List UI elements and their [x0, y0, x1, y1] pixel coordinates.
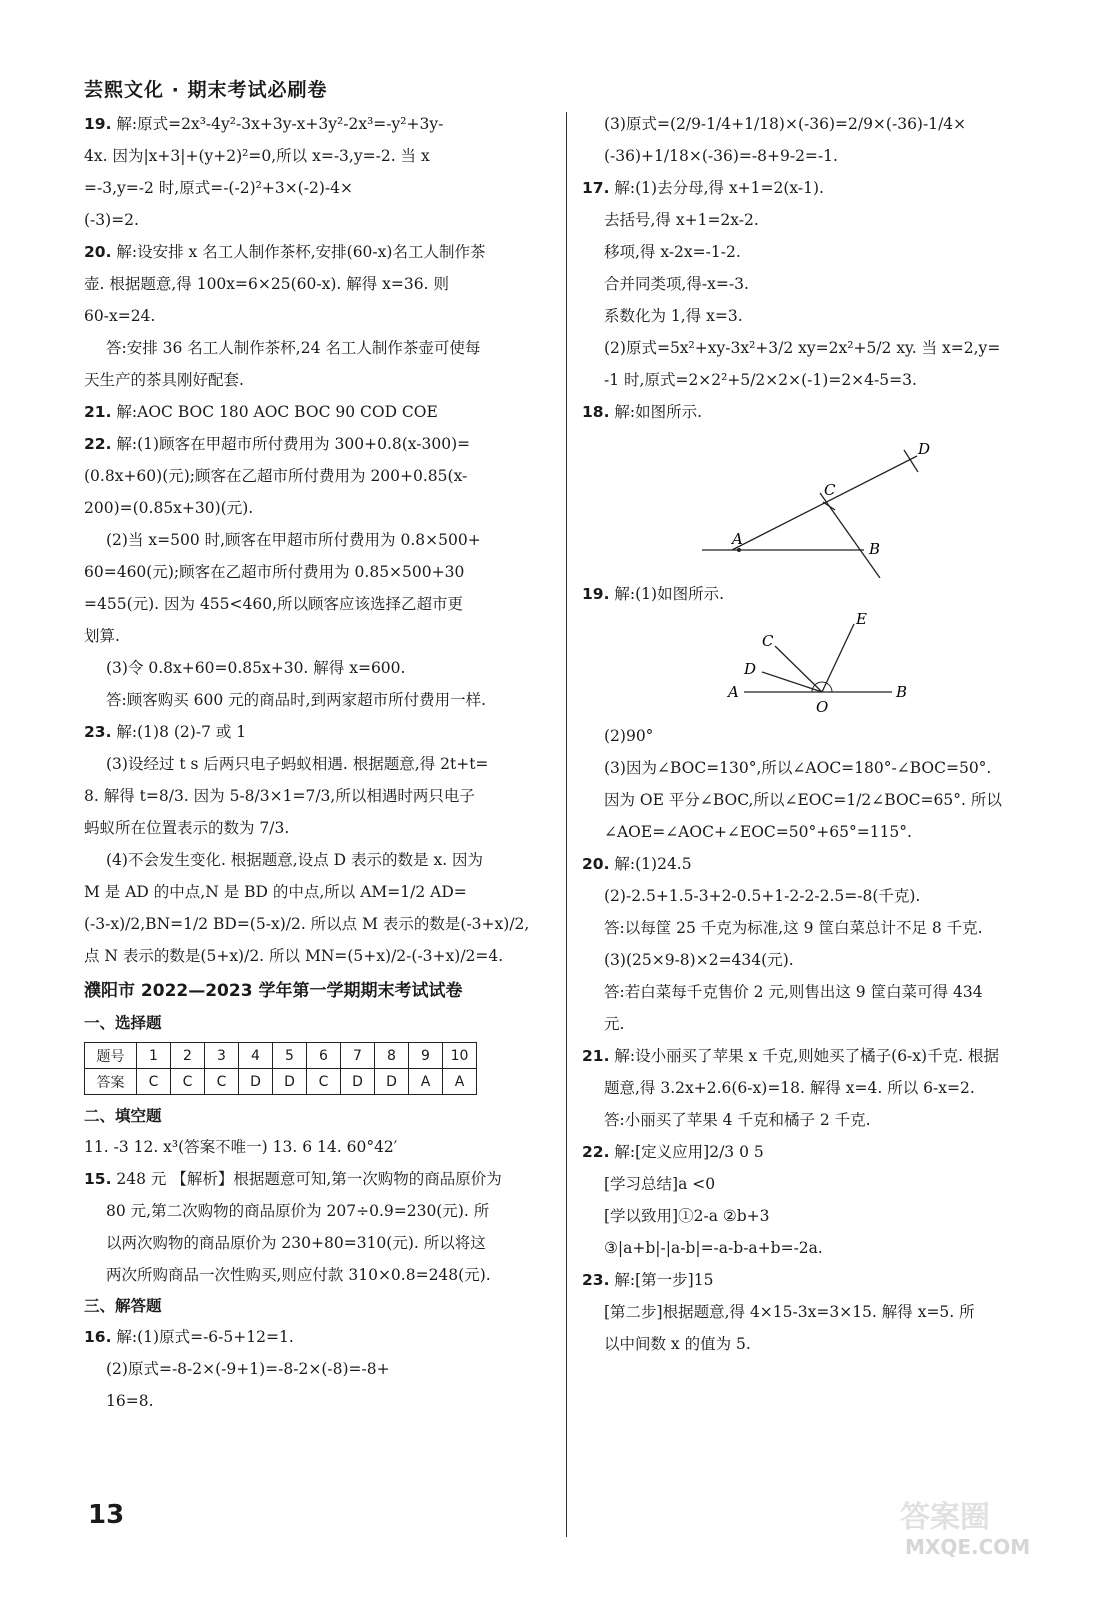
text-line [582, 268, 1052, 300]
label-c-2: C [762, 632, 774, 650]
line-text: (2)90° [604, 727, 654, 745]
question-number: 16. [84, 1328, 112, 1346]
text-line [84, 876, 554, 908]
question-number: 22. [84, 435, 112, 453]
text-line [84, 236, 554, 268]
text-line [84, 620, 554, 652]
text-line [84, 684, 554, 716]
line-text: 8. 解得 t=8/3. 因为 5-8/3×1=7/3,所以相遇时两只电子 [84, 787, 475, 805]
question-number-cell: 6 [307, 1043, 341, 1069]
text-line [582, 1008, 1052, 1040]
line-text: (-3)=2. [84, 211, 139, 229]
line-text: 答:若白菜每千克售价 2 元,则售出这 9 筐白菜可得 434 [604, 983, 983, 1001]
text-line [582, 204, 1052, 236]
text-line [84, 780, 554, 812]
text-line [84, 588, 554, 620]
line-text: ∠AOE=∠AOC+∠EOC=50°+65°=115°. [604, 823, 912, 841]
line-text: 答:以每筐 25 千克为标准,这 9 筐白菜总计不足 8 千克. [604, 919, 983, 937]
line-text: (2)-2.5+1.5-3+2-0.5+1-2-2-2.5=-8(千克). [604, 887, 921, 905]
line-text: 解:[定义应用]2/3 0 5 [614, 1143, 764, 1161]
line-text: 点 N 表示的数是(5+x)/2. 所以 MN=(5+x)/2-(-3+x)/2=4. [84, 947, 504, 965]
line-text: 壶. 根据题意,得 100x=6×25(60-x). 解得 x=36. 则 [84, 275, 449, 293]
text-line [582, 236, 1052, 268]
question-number-cell: 1 [137, 1043, 171, 1069]
left-solutions [84, 108, 554, 972]
text-line [582, 848, 1052, 880]
text-line [582, 1040, 1052, 1072]
text-line [84, 460, 554, 492]
question-number: 17. [582, 179, 610, 197]
point-a [737, 548, 741, 552]
text-line [84, 428, 554, 460]
line-text: 解:(1)顾客在甲超市所付费用为 300+0.8(x-300)= [116, 435, 471, 453]
question-number: 19. [582, 585, 610, 603]
arc-mark-c [823, 502, 835, 510]
label-a-2: A [728, 683, 739, 701]
line-text: 4x. 因为|x+3|+(y+2)²=0,所以 x=-3,y=-2. 当 x [84, 147, 430, 165]
line-text: 解:设小丽买了苹果 x 千克,则她买了橘子(6-x)千克. 根据 [614, 1047, 999, 1065]
text-line [582, 172, 1052, 204]
exam-title: 濮阳市 2022—2023 学年第一学期期末考试试卷 [84, 981, 463, 1001]
question-number-cell: 5 [273, 1043, 307, 1069]
line-text: (3)(25×9-8)×2=434(元). [604, 951, 794, 969]
text-line [582, 784, 1052, 816]
line-text: (2)当 x=500 时,顾客在甲超市所付费用为 0.8×500+ [106, 531, 481, 549]
line-text: 元. [604, 1015, 625, 1033]
page-number: 13 [88, 1500, 125, 1530]
text-line [582, 396, 1052, 428]
question-number-cell: 3 [205, 1043, 239, 1069]
question-number-cell: 7 [341, 1043, 375, 1069]
line-text: (-36)+1/18×(-36)=-8+9-2=-1. [604, 147, 838, 165]
section-solve: 三、解答题 [84, 1297, 162, 1315]
label-b: B [869, 540, 881, 558]
section-choice: 一、选择题 [84, 1014, 162, 1032]
line-text: 解:如图所示. [614, 403, 703, 421]
question-number-cell: 8 [375, 1043, 409, 1069]
text-line [582, 816, 1052, 848]
line-text: (2)原式=5x²+xy-3x²+3/2 xy=2x²+5/2 xy. 当 x=2,y= [604, 339, 1001, 357]
text-line [84, 1163, 554, 1195]
line-text: =-3,y=-2 时,原式=-(-2)²+3×(-2)-4× [84, 179, 353, 197]
watermark-url: MXQE.COM [905, 1535, 1031, 1559]
label-a: A [732, 530, 743, 548]
line-text: 解:(1)原式=-6-5+12=1. [116, 1328, 294, 1346]
text-line [582, 1104, 1052, 1136]
text-line [84, 172, 554, 204]
text-line [84, 332, 554, 364]
line-text: (0.8x+60)(元);顾客在乙超市所付费用为 200+0.85(x- [84, 467, 468, 485]
line-text: 划算. [84, 627, 120, 645]
answer-cell: D [273, 1069, 307, 1095]
text-line [84, 140, 554, 172]
line-text: -1 时,原式=2×2²+5/2×2×(-1)=2×4-5=3. [604, 371, 917, 389]
text-line [582, 752, 1052, 784]
line-text: 以中间数 x 的值为 5. [604, 1335, 751, 1353]
line-text: 以两次购物的商品原价为 230+80=310(元). 所以将这 [106, 1234, 486, 1252]
text-line [582, 1328, 1052, 1360]
text-line [582, 976, 1052, 1008]
line-text: (3)因为∠BOC=130°,所以∠AOC=180°-∠BOC=50°. [604, 759, 992, 777]
text-line [582, 912, 1052, 944]
text-line [84, 396, 554, 428]
line-text: 答:小丽买了苹果 4 千克和橘子 2 千克. [604, 1111, 871, 1129]
line-text: M 是 AD 的中点,N 是 BD 的中点,所以 AM=1/2 AD= [84, 883, 467, 901]
text-line [582, 1168, 1052, 1200]
answer-cell: A [443, 1069, 477, 1095]
text-line [84, 652, 554, 684]
question-number: 15. [84, 1170, 112, 1188]
line-text: =455(元). 因为 455<460,所以顾客应该选择乙超市更 [84, 595, 464, 613]
line-text: ③|a+b|-|a-b|=-a-b-a+b=-2a. [604, 1239, 823, 1257]
text-line [84, 1259, 554, 1291]
text-line [582, 944, 1052, 976]
text-line [84, 1321, 554, 1353]
question-number: 21. [582, 1047, 610, 1065]
text-line [84, 844, 554, 876]
text-line [582, 1296, 1052, 1328]
line-text: 解:(1)8 (2)-7 或 1 [116, 723, 247, 741]
question-number-cell: 9 [409, 1043, 443, 1069]
column-divider [566, 112, 567, 1537]
text-line [84, 268, 554, 300]
section-fill: 二、填空题 [84, 1107, 162, 1125]
line-text: 去括号,得 x+1=2x-2. [604, 211, 759, 229]
text-line [582, 1200, 1052, 1232]
line-text: 因为 OE 平分∠BOC,所以∠EOC=1/2∠BOC=65°. 所以 [604, 791, 1002, 809]
figure-18 [582, 428, 1052, 578]
text-line [582, 108, 1052, 140]
answer-table [84, 1042, 477, 1095]
question-number: 19. [84, 115, 112, 133]
text-line [84, 524, 554, 556]
answer-cell: C [171, 1069, 205, 1095]
left-column [84, 108, 554, 1417]
text-line [582, 1136, 1052, 1168]
right-solutions-c [582, 720, 1052, 1360]
line-text: 60=460(元);顾客在乙超市所付费用为 0.85×500+30 [84, 563, 465, 581]
line-text: 248 元 【解析】根据题意可知,第一次购物的商品原价为 [116, 1170, 502, 1188]
line-text: (3)设经过 t s 后两只电子蚂蚁相遇. 根据题意,得 2t+t= [106, 755, 489, 773]
text-line [84, 1131, 554, 1163]
line-text: 解:原式=2x³-4y²-3x+3y-x+3y²-2x³=-y²+3y- [116, 115, 444, 133]
line-text: 解:AOC BOC 180 AOC BOC 90 COD COE [116, 403, 438, 421]
text-line [84, 716, 554, 748]
label-e-2: E [856, 610, 867, 628]
answer-cell: A [409, 1069, 443, 1095]
text-line [84, 492, 554, 524]
text-line [582, 140, 1052, 172]
right-solutions-a [582, 108, 1052, 428]
fill-solutions [84, 1131, 554, 1291]
line-text: 解:(1)如图所示. [614, 585, 725, 603]
line-text: 16=8. [106, 1392, 154, 1410]
text-line [84, 812, 554, 844]
question-number-cell: 4 [239, 1043, 273, 1069]
right-column [582, 108, 1052, 1360]
running-header: 芸熙文化 · 期末考试必刷卷 [84, 79, 328, 101]
line-text: 移项,得 x-2x=-1-2. [604, 243, 741, 261]
line-text: 天生产的茶具刚好配套. [84, 371, 244, 389]
line-text: 60-x=24. [84, 307, 156, 325]
text-line [84, 1227, 554, 1259]
line-text: 80 元,第二次购物的商品原价为 207÷0.9=230(元). 所 [106, 1202, 490, 1220]
question-number: 20. [582, 855, 610, 873]
text-line [84, 300, 554, 332]
text-line [84, 1353, 554, 1385]
right-solutions-b [582, 578, 1052, 610]
answer-cell: C [307, 1069, 341, 1095]
answer-cell: D [341, 1069, 375, 1095]
text-line [582, 880, 1052, 912]
question-number-cell: 10 [443, 1043, 477, 1069]
line-text: 解:[第一步]15 [614, 1271, 714, 1289]
text-line [84, 748, 554, 780]
text-line [582, 300, 1052, 332]
line-text: (-3-x)/2,BN=1/2 BD=(5-x)/2. 所以点 M 表示的数是(-3+x)/2, [84, 915, 530, 933]
line-text: 合并同类项,得-x=-3. [604, 275, 749, 293]
text-line [84, 108, 554, 140]
question-number: 18. [582, 403, 610, 421]
label-d: D [918, 440, 931, 458]
line-text: (3)令 0.8x+60=0.85x+30. 解得 x=600. [106, 659, 406, 677]
line-text: 解:(1)去分母,得 x+1=2(x-1). [614, 179, 824, 197]
answer-cell: D [375, 1069, 409, 1095]
watermark-logo: 答案圈 [900, 1500, 990, 1535]
label-c: C [824, 481, 836, 499]
text-line [84, 1195, 554, 1227]
question-number: 23. [84, 723, 112, 741]
text-line [582, 1072, 1052, 1104]
text-line [582, 332, 1052, 364]
line-text: 解:设安排 x 名工人制作茶杯,安排(60-x)名工人制作茶 [116, 243, 486, 261]
line-text: [学以致用]①2-a ②b+3 [604, 1207, 770, 1225]
answer-cell: D [239, 1069, 273, 1095]
text-line [582, 1264, 1052, 1296]
text-line [84, 364, 554, 396]
text-line [582, 578, 1052, 610]
line-text: (3)原式=(2/9-1/4+1/18)×(-36)=2/9×(-36)-1/4× [604, 115, 967, 133]
line-text: 系数化为 1,得 x=3. [604, 307, 743, 325]
question-number: 21. [84, 403, 112, 421]
line-text: 答:顾客购买 600 元的商品时,到两家超市所付费用一样. [106, 691, 487, 709]
table-header-label: 题号 [85, 1043, 137, 1069]
question-number: 20. [84, 243, 112, 261]
text-line [582, 1232, 1052, 1264]
text-line [84, 204, 554, 236]
question-number: 23. [582, 1271, 610, 1289]
line-text: 200)=(0.85x+30)(元). [84, 499, 254, 517]
text-line [84, 908, 554, 940]
label-o-2: O [816, 698, 829, 716]
text-line [582, 364, 1052, 396]
line-text: 蚂蚁所在位置表示的数为 7/3. [84, 819, 290, 837]
ray-oe [822, 624, 854, 692]
answer-cell: C [137, 1069, 171, 1095]
question-number-cell: 2 [171, 1043, 205, 1069]
text-line [582, 720, 1052, 752]
line-text: 解:(1)24.5 [614, 855, 692, 873]
line-text: (2)原式=-8-2×(-9+1)=-8-2×(-8)=-8+ [106, 1360, 390, 1378]
line-text: 答:安排 36 名工人制作茶杯,24 名工人制作茶壶可使每 [106, 339, 481, 357]
ray-od [762, 672, 822, 692]
figure-19 [582, 610, 1052, 720]
line-text: (4)不会发生变化. 根据题意,设点 D 表示的数是 x. 因为 [106, 851, 484, 869]
line-text: 11. -3 12. x³(答案不唯一) 13. 6 14. 60°42′ [84, 1138, 398, 1156]
text-line [84, 1385, 554, 1417]
text-line [84, 556, 554, 588]
line-text: [第二步]根据题意,得 4×15-3x=3×15. 解得 x=5. 所 [604, 1303, 975, 1321]
line-text: 题意,得 3.2x+2.6(6-x)=18. 解得 x=4. 所以 6-x=2. [604, 1079, 975, 1097]
line-text: 两次所购商品一次性购买,则应付款 310×0.8=248(元). [106, 1266, 491, 1284]
table-answer-label: 答案 [85, 1069, 137, 1095]
label-d-2: D [744, 660, 757, 678]
text-line [84, 940, 554, 972]
solve-solutions [84, 1321, 554, 1417]
question-number: 22. [582, 1143, 610, 1161]
line-text: [学习总结]a <0 [604, 1175, 716, 1193]
label-b-2: B [896, 683, 908, 701]
answer-cell: C [205, 1069, 239, 1095]
